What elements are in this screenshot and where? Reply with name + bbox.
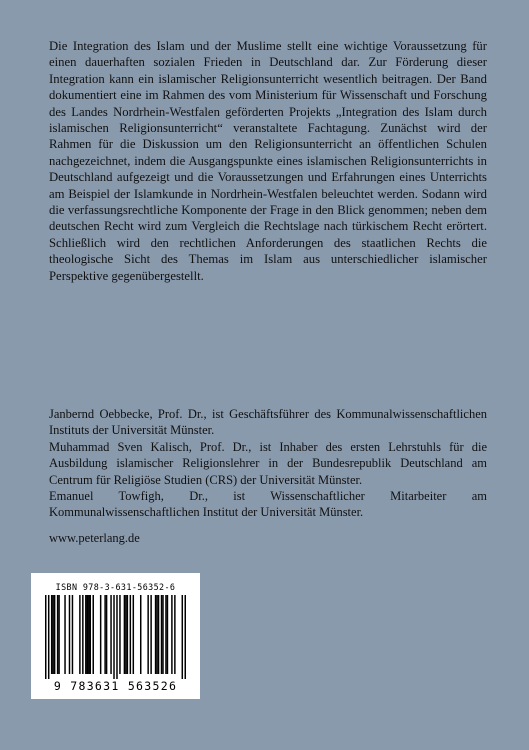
barcode-bar	[51, 595, 52, 674]
barcode-bar	[100, 595, 101, 674]
barcode-bar	[162, 595, 163, 674]
author-bio-oebbecke: Janbernd Oebbecke, Prof. Dr., ist Geschäftsführer des Kommunalwissenschaftlichen Instituts der Universität Münster.	[49, 407, 487, 438]
barcode-bar	[69, 595, 70, 674]
barcode-bar	[52, 595, 53, 674]
barcode-bar	[119, 595, 120, 674]
barcode-bar	[174, 595, 175, 674]
barcode-bar	[79, 595, 80, 674]
barcode-bar	[124, 595, 125, 674]
barcode-bar	[158, 595, 159, 674]
ean-digits: 9 783631 563526	[53, 679, 178, 693]
barcode-bar	[92, 595, 93, 674]
barcode-bar	[171, 595, 172, 674]
author-bios	[49, 406, 487, 521]
barcode-bar	[88, 595, 89, 674]
barcode-bar	[64, 595, 65, 674]
barcode-bar	[116, 595, 117, 679]
barcode-bar	[140, 595, 141, 674]
barcode-bar	[127, 595, 128, 674]
barcode-bar	[110, 595, 111, 674]
isbn-label: ISBN 978-3-631-56352-6	[55, 582, 176, 592]
barcode-bar	[82, 595, 83, 674]
barcode-bar	[48, 595, 49, 679]
barcode-bar	[104, 595, 105, 674]
barcode-bar	[58, 595, 59, 674]
author-bio-kalisch: Muhammad Sven Kalisch, Prof. Dr., ist Inhaber des ersten Lehrstuhls für die Ausbildung islamischer Religionslehrer in der Bundesrepublik Deutschland am Centrum für Religiöse Studien (CRS) der Universität Münster.	[49, 439, 487, 487]
barcode-bar	[161, 595, 162, 674]
barcode-bar	[113, 595, 114, 679]
back-cover-abstract: Die Integration des Islam und der Muslime stellt eine wichtige Voraussetzung für einen dauerhaften sozialen Frieden in Deutschland dar. Zur Förderung dieser Integration kann ein islamischer Religionsunterricht wesentlich beitragen. Der Band dokumentiert eine im Rahmen des vom Ministerium für Wissenschaft und Forschung des Landes Nordrhein-Westfalen geförderten Projekts „Integration des Islam durch islamischen Religionsunterricht“ veranstaltete Fachtagung. Zunächst wird der Rahmen für die Diskussion um den Religionsunterricht an öffentlichen Schulen nachgezeichnet, indem die Ausgangspunkte eines islamischen Religionsunterrichts in Deutschland aufgezeigt und die Voraussetzungen und Erfahrungen eines Unterrichts am Beispiel der Islamkunde in Nordrhein-Westfalen beleuchtet werden. Sodann wird die verfassungsrechtliche Komponente der Frage in den Blick genommen; neben dem deutschen Recht wird zum Vergleich die Rechtslage nach türkischem Recht erörtert. Schließlich wird den rechtlichen Anforderungen des staatlichen Rechts die theologische Sicht des Themas im Islam aus unterschiedlicher islamischer Perspektive gegenübergestellt.	[49, 39, 487, 283]
barcode-bar	[45, 595, 46, 679]
barcode-bar	[150, 595, 151, 674]
author-bio-towfigh: Emanuel Towfigh, Dr., ist Wissenschaftlicher Mitarbeiter am Kommunalwissenschaftlichen Institut der Universität Münster.	[49, 489, 487, 520]
barcode-bar	[54, 595, 55, 674]
barcode-bar	[185, 595, 186, 679]
publisher-website[interactable]: www.peterlang.de	[49, 531, 140, 545]
barcode-bar	[130, 595, 131, 674]
barcode-bar	[106, 595, 107, 674]
barcode-bar	[90, 595, 91, 674]
barcode-bar	[85, 595, 86, 674]
barcode-bar	[156, 595, 157, 674]
barcode-bar	[167, 595, 168, 674]
barcode-icon	[45, 595, 186, 679]
barcode-bar	[147, 595, 148, 674]
barcode-bar	[72, 595, 73, 674]
barcode-bar	[155, 595, 156, 674]
barcode-bar	[57, 595, 58, 674]
barcode-bar	[182, 595, 183, 679]
barcode-bar	[87, 595, 88, 674]
barcode-bar	[125, 595, 126, 674]
isbn-barcode-block	[31, 573, 200, 699]
barcode-bar	[165, 595, 166, 674]
barcode-bar	[133, 595, 134, 674]
